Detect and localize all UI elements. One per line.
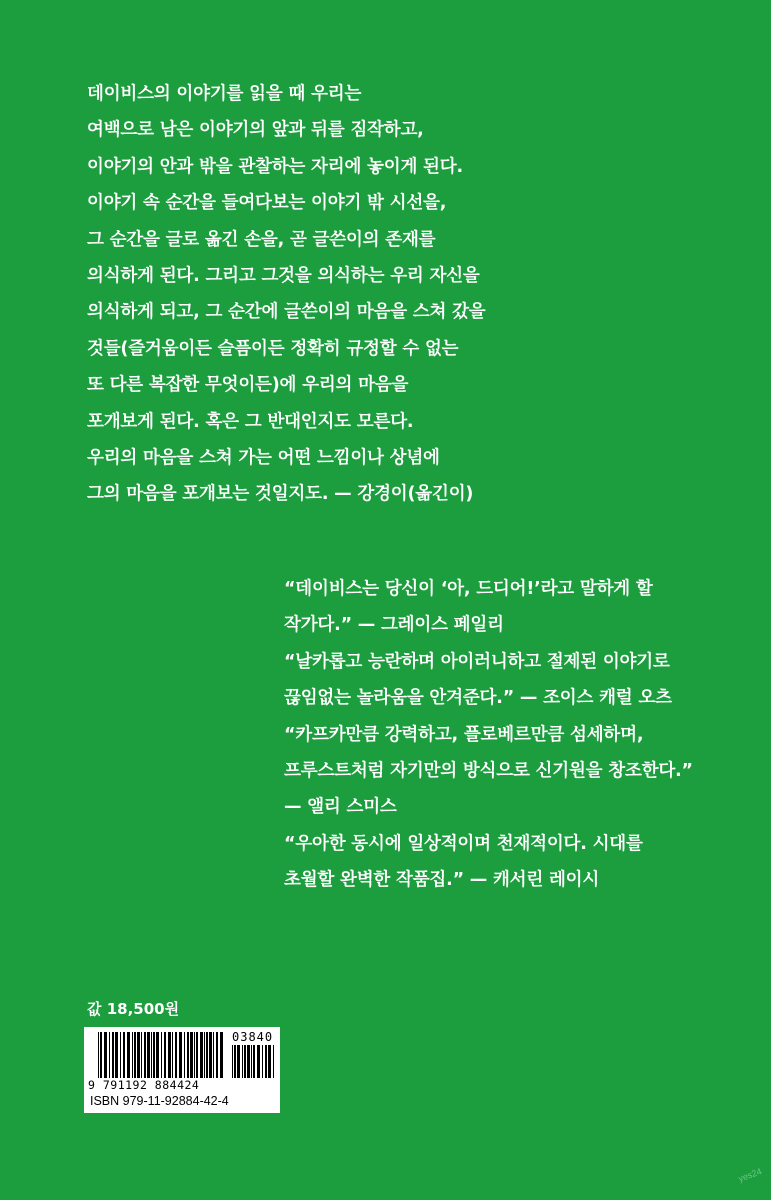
barcode-bar [179, 1032, 182, 1078]
barcode-bar [187, 1032, 189, 1078]
blurb-line: “카프카만큼 강력하고, 플로베르만큼 섬세하며, [284, 724, 644, 745]
barcode-bar [253, 1045, 255, 1078]
barcode-bar [234, 1045, 236, 1078]
barcode-bar [175, 1032, 177, 1078]
blurb-line: “날카롭고 능란하며 아이러니하고 절제된 이야기로 [284, 651, 670, 672]
barcode-bar [273, 1045, 274, 1078]
barcode-bar [153, 1032, 155, 1078]
barcode-addon-digits: 03840 [232, 1030, 274, 1044]
excerpt-line: 데이비스의 이야기를 읽을 때 우리는 [87, 84, 362, 104]
blurb-line: 프루스트처럼 자기만의 방식으로 신기원을 창조한다.” [284, 761, 693, 782]
barcode-bar [244, 1045, 246, 1078]
barcode-bar [237, 1045, 240, 1078]
excerpt-line: 그 순간을 글로 옮긴 손을, 곧 글쓴이의 존재를 [87, 229, 436, 250]
review-blurbs [284, 571, 754, 899]
barcode-bar [184, 1032, 185, 1078]
blurb-line: 끊임없는 놀라움을 안겨준다.” — 조이스 캐럴 오츠 [284, 688, 672, 709]
translator-excerpt [87, 76, 707, 513]
barcode-bar [262, 1045, 263, 1078]
barcode-bar [204, 1032, 205, 1078]
barcode-bar [213, 1032, 214, 1078]
excerpt-line: 이야기의 안과 밖을 관찰하는 자리에 놓이게 된다. [87, 156, 463, 177]
barcode-bar [164, 1032, 166, 1078]
excerpt-line: 여백으로 남은 이야기의 앞과 뒤를 짐작하고, [87, 120, 424, 141]
barcode-bar [115, 1032, 118, 1078]
barcode-bar [120, 1032, 121, 1078]
barcode-bar [123, 1032, 125, 1078]
barcode-bar [127, 1032, 130, 1078]
blurb-line: “데이비스는 당신이 ‘아, 드디어!’라고 말하게 할 [284, 579, 653, 599]
barcode-bar [265, 1045, 267, 1078]
barcode-bar [134, 1032, 136, 1078]
barcode-bar [109, 1032, 110, 1078]
excerpt-line: 것들(즐거움이든 슬픔이든 정확히 규정할 수 없는 [87, 338, 459, 359]
excerpt-line: 우리의 마음을 스쳐 가는 어떤 느낌이나 상념에 [87, 448, 440, 469]
barcode-bar [156, 1032, 159, 1078]
barcode-bar [104, 1032, 107, 1078]
barcode-bar [194, 1032, 195, 1078]
excerpt-line: 또 다른 복잡한 무엇이든)에 우리의 마음을 [87, 375, 409, 396]
barcode-bar [190, 1032, 193, 1078]
blurb-line: “우아한 동시에 일상적이며 천재적이다. 시대를 [284, 833, 643, 854]
barcode-bar [141, 1032, 142, 1078]
barcode-bar [200, 1032, 203, 1078]
barcode-bar [137, 1032, 140, 1078]
blurb-line: 작가다.” — 그레이스 페일리 [284, 615, 504, 636]
barcode-bar [112, 1032, 114, 1078]
barcode-bar [247, 1045, 250, 1078]
price-label: 값 18,500원 [87, 1000, 180, 1018]
excerpt-line: 이야기 속 순간을 들여다보는 이야기 밖 시선을, [87, 193, 447, 214]
barcode-digits: 9 791192 884424 [88, 1078, 200, 1092]
barcode-bar [196, 1032, 198, 1078]
barcode-bar [147, 1032, 150, 1078]
barcode-bar [151, 1032, 152, 1078]
barcode-bar [168, 1032, 171, 1078]
excerpt-line: 의식하게 된다. 그리고 그것을 의식하는 우리 자신을 [87, 266, 480, 287]
barcode-bar [257, 1045, 260, 1078]
barcode-bar [161, 1032, 162, 1078]
barcode-bar [268, 1045, 271, 1078]
barcode-bar [206, 1032, 208, 1078]
barcode-bar [172, 1032, 173, 1078]
barcode-bar [232, 1045, 233, 1078]
isbn-number: ISBN 979-11-92884-42-4 [90, 1094, 229, 1108]
excerpt-line: 그의 마음을 포개보는 것일지도. — 강경이(옮긴이) [87, 484, 474, 505]
barcode-bar [251, 1045, 252, 1078]
barcode-bar [209, 1032, 212, 1078]
blurb-line: 초월할 완벽한 작품집.” — 캐서린 레이시 [284, 870, 600, 891]
barcode-bar [98, 1032, 99, 1078]
barcode-bar [100, 1032, 102, 1078]
barcode-bar [242, 1045, 243, 1078]
excerpt-line: 포개보게 된다. 혹은 그 반대인지도 모른다. [87, 411, 414, 432]
barcode-bar [144, 1032, 146, 1078]
watermark: yes24 [737, 1166, 764, 1184]
barcode-bar [220, 1032, 223, 1078]
blurb-line: — 앨리 스미스 [284, 797, 397, 818]
isbn-barcode [84, 1027, 280, 1113]
barcode-bar [216, 1032, 218, 1078]
excerpt-line: 의식하게 되고, 그 순간에 글쓴이의 마음을 스쳐 갔을 [87, 302, 486, 323]
barcode-bar [132, 1032, 133, 1078]
